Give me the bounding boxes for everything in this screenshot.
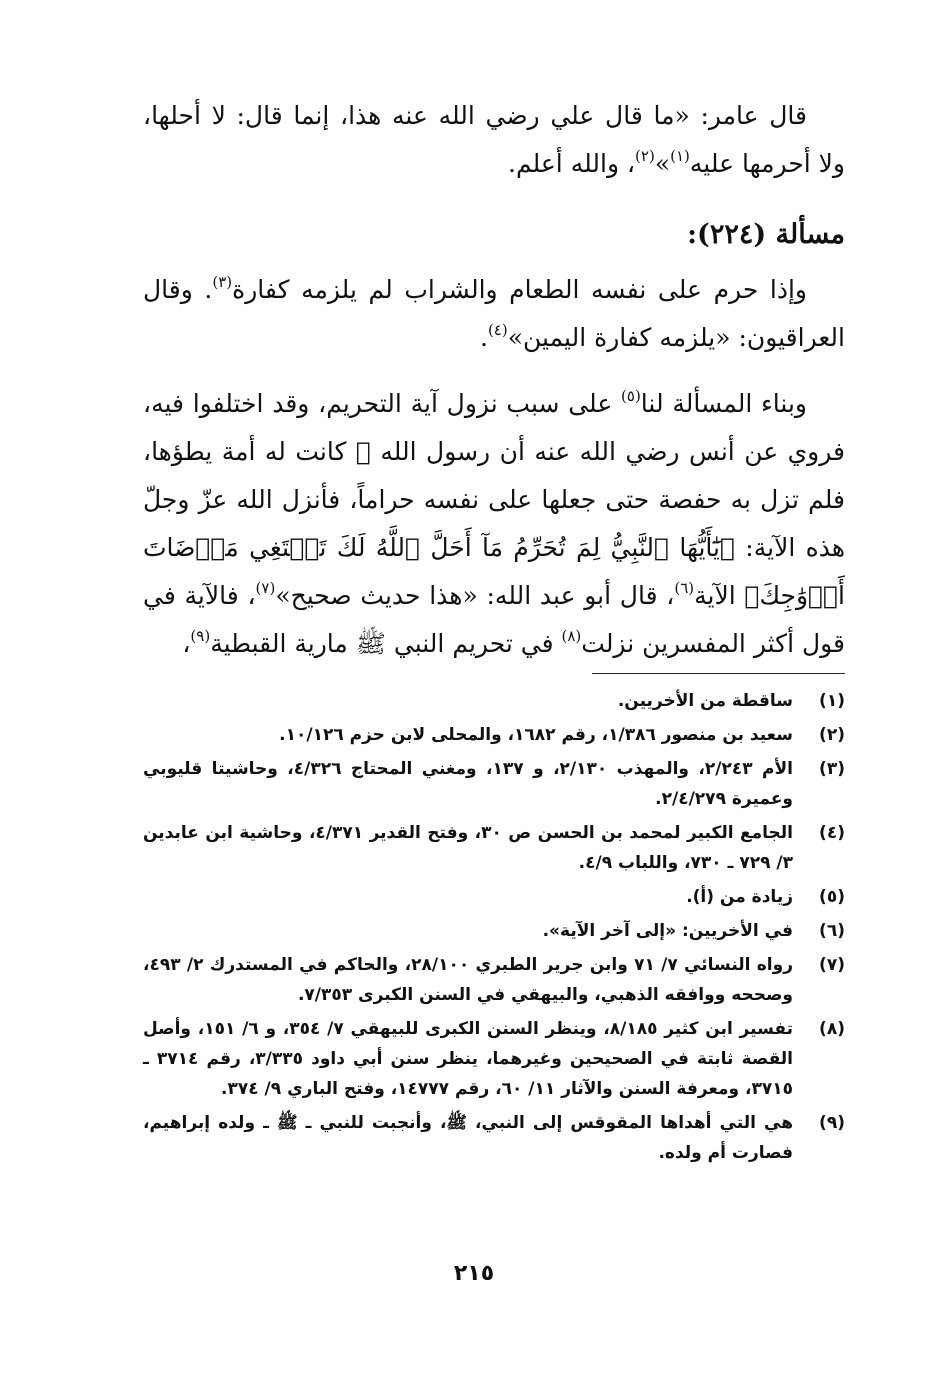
footnote-item <box>143 720 845 750</box>
paragraph-text: على سبب نزول آية التحريم، وقد اختلفوا فيه، فروي عن أنس رضي الله عنه أن رسول الله ﷺ كانت له أمة يطؤها، فلم تزل به حفصة حتى جعلها على نفسه حراماً، فأنزل الله عزّ وجلّ هذه الآية: <box>143 389 845 562</box>
paragraph-text: في تحريم النبي ﷺ مارية القبطية <box>210 629 562 658</box>
footnote-ref-7[interactable]: (٧) <box>255 579 276 597</box>
footnote-text: الجامع الكبير لمحمد بن الحسن ص ٣٠، وفتح القدير ٤/٣٧١، وحاشية ابن عابدين ٣/ ٧٢٩ ـ ٧٣٠، واللباب ٤/٩. <box>143 823 793 873</box>
footnote-number: (٢) <box>819 725 845 745</box>
paragraph-text: ، والله أعلم. <box>508 149 636 178</box>
footnote-ref-8[interactable]: (٨) <box>561 627 582 645</box>
footnote-text: الأم ٢/٢٤٣، والمهذب ٢/١٣٠، و ١٣٧، ومغني المحتاج ٤/٣٢٦، وحاشيتا قليوبي وعميرة ٢/٤/٢٧٩. <box>143 759 793 809</box>
paragraph-text: وبناء المسألة لنا <box>640 389 808 418</box>
footnote-item <box>143 1108 845 1168</box>
footnote-ref-9[interactable]: (٩) <box>190 627 211 645</box>
footnote-text: ساقطة من الأخريين. <box>617 691 793 711</box>
paragraph-ruling <box>143 266 845 362</box>
footnote-text: في الأخريين: «إلى آخر الآية». <box>542 921 793 941</box>
footnote-ref-4[interactable]: (٤) <box>487 321 508 339</box>
footnote-ref-1[interactable]: (١) <box>670 147 690 165</box>
paragraph-text: قال عامر: «ما قال علي رضي الله عنه هذا، إنما قال: لا أحلها، ولا أحرمها عليه <box>143 101 845 178</box>
section-heading: مسألة (٢٢٤): <box>687 219 845 250</box>
page-number: ٢١٥ <box>453 1261 495 1286</box>
footnote-number: (٣) <box>819 759 845 779</box>
footnote-number: (٤) <box>819 823 845 843</box>
footnote-text: تفسير ابن كثير ٨/١٨٥، وينظر السنن الكبرى للبيهقي ٧/ ٣٥٤، و ٦/ ١٥١، وأصل القصة ثابتة في الصحيحين وغيرهما، ينظر سنن أبي داود ٣/٣٣٥، رقم ٣٧١٤ ـ ٣٧١٥، ومعرفة السنن والآثار ١١/ ٦٠، رقم ١٤٧٧٧، وفتح الباري ٩/ ٣٧٤. <box>143 1019 794 1099</box>
footnote-number: (١) <box>819 691 845 711</box>
paragraph-text: وإذا حرم على نفسه الطعام والشراب لم يلزمه كفارة <box>232 275 807 304</box>
paragraph-text: الآية <box>694 581 745 610</box>
footnote-number: (٨) <box>819 1019 845 1039</box>
paragraph-text: ، قال أبو عبد الله: «هذا حديث صحيح» <box>275 581 675 610</box>
quran-verse: ﴿يَٰٓأَيُّهَا ٱلنَّبِيُّ لِمَ تُحَرِّمُ مَآ أَحَلَّ ٱللَّهُ لَكَ تَبۡتَغِي مَرۡضَاتَ أَزۡوَٰجِكَ﴾ <box>143 533 845 610</box>
footnote-item <box>143 754 845 814</box>
footnote-text: هي التي أهداها المقوقس إلى النبي، ﷺ، وأنجبت للنبي ـ ﷺ ـ ولده إبراهيم، فصارت أم ولده. <box>143 1113 793 1163</box>
footnote-text: زيادة من (أ). <box>686 887 793 907</box>
footnote-ref-5[interactable]: (٥) <box>621 387 641 405</box>
footnote-item <box>143 950 845 1010</box>
paragraph-text: ، <box>182 629 191 658</box>
paragraph-text: . وقال العراقيون: «يلزمه كفارة اليمين» <box>143 275 845 352</box>
footnote-text: رواه النسائي ٧/ ٧١ وابن جرير الطبري ٢٨/١٠٠، والحاكم في المستدرك ٢/ ٤٩٣، وصححه ووافقه الذهبي، والبيهقي في السنن الكبرى ٧/٣٥٣. <box>143 955 793 1005</box>
footnote-ref-3[interactable]: (٣) <box>212 273 233 291</box>
footnote-item <box>143 916 845 946</box>
footnote-text: سعيد بن منصور ١/٣٨٦، رقم ١٦٨٢، والمحلى لابن حزم ١٠/١٢٦. <box>279 725 793 745</box>
paragraph-amir-quote <box>143 92 845 188</box>
footnote-divider <box>592 673 845 674</box>
paragraph-text: ، فالآية في قول أكثر المفسرين نزلت <box>143 581 845 658</box>
footnote-number: (٥) <box>819 887 845 907</box>
footnote-ref-2[interactable]: (٢) <box>635 147 655 165</box>
footnote-item <box>143 818 845 878</box>
paragraph-text: . <box>479 323 488 352</box>
footnote-item <box>143 1014 845 1104</box>
footnote-item <box>143 882 845 912</box>
footnote-number: (٦) <box>819 921 845 941</box>
footnotes-list <box>143 686 845 1172</box>
footnote-number: (٧) <box>819 955 845 975</box>
footnote-ref-6[interactable]: (٦) <box>674 579 695 597</box>
paragraph-basis <box>143 380 845 668</box>
paragraph-text: » <box>654 149 671 178</box>
footnote-item <box>143 686 845 716</box>
footnote-number: (٩) <box>819 1113 845 1133</box>
